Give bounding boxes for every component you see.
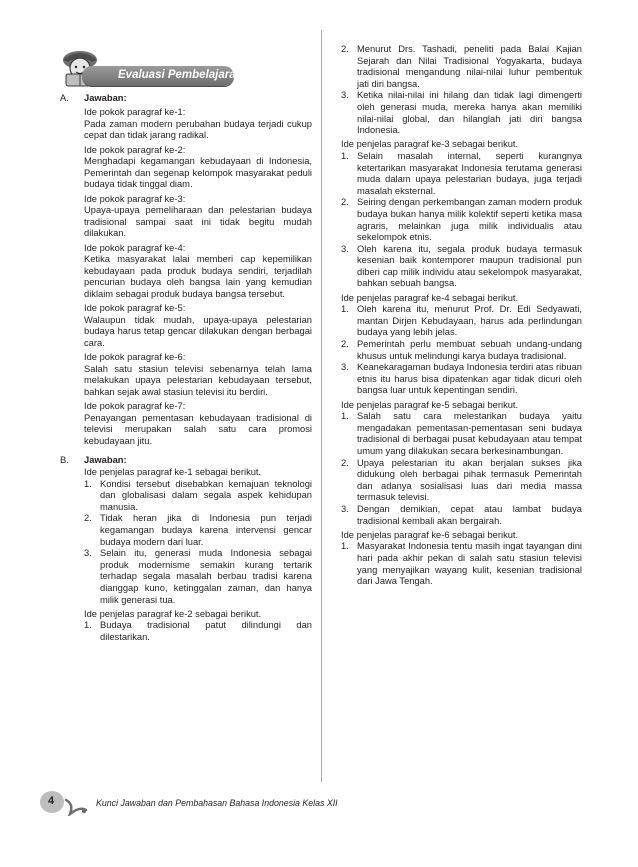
- section-b-heading: Jawaban:: [84, 455, 127, 466]
- supporting-group-title: Ide penjelas paragraf ke-6 sebagai berikut.: [341, 529, 519, 540]
- list-item-number: 2.: [341, 339, 349, 350]
- supporting-list: [341, 151, 582, 290]
- section-a-heading: Jawaban:: [84, 93, 127, 103]
- list-item-text: Budaya tradisional patut dilindungi dan dilestarikan.: [100, 620, 312, 642]
- section-b-mark: B.: [60, 455, 69, 466]
- main-idea-title: Ide pokok paragraf ke-6:: [84, 352, 186, 363]
- list-item-text: Selain masalah internal, seperti kurangnya ketertarikan masyarakat Indonesia terutama generasi muda dalam upaya pelestarian budaya, juga terjadi masalah eksternal.: [357, 150, 582, 196]
- list-item-text: Oleh karena itu, menurut Prof. Dr. Edi Sedyawati, mantan Dirjen Kebudayaan, harus ada perlindungan budaya yang lebih jelas.: [357, 304, 582, 338]
- list-item: [341, 90, 582, 136]
- list-item: [341, 339, 582, 362]
- main-idea-title: Ide pokok paragraf ke-2:: [84, 144, 186, 155]
- list-item-number: 3.: [341, 503, 349, 514]
- list-item-number: 1.: [84, 478, 92, 489]
- main-idea-title: Ide pokok paragraf ke-3:: [84, 193, 186, 204]
- list-item-text: Masyarakat Indonesia tentu masih ingat tayangan dini hari pada akhir pekan di salah satu stasiun televisi yang menyajikan wayang kulit, kesenian tradisional dari Jawa Tengah.: [357, 541, 582, 587]
- supporting-list: [341, 411, 582, 527]
- supporting-group-3: [341, 139, 582, 290]
- list-item-text: Dengan demikian, cepat atau lambat budaya tradisional kembali akan bergairah.: [357, 503, 582, 526]
- list-item-text: Keanekaragaman budaya Indonesia terdiri atas ribuan etnis itu harus bisa dipatenkan agar tidak dicuri oleh bangsa luar untuk kepentingan sendiri.: [357, 362, 582, 396]
- list-item: [84, 620, 312, 643]
- page-footer: [40, 790, 360, 822]
- supporting-list: [84, 620, 312, 643]
- list-item-number: 3.: [341, 362, 349, 373]
- main-idea-title: Ide pokok paragraf ke-1:: [84, 107, 186, 118]
- list-item: [341, 151, 582, 197]
- list-item-text: Menurut Drs. Tashadi, peneliti pada Balai Kajian Sejarah dan Nilai Tradisional Yogyakarta, budaya tradisional mengandung nilai-nilai luhur pembentuk jati diri bangsa.: [357, 44, 582, 89]
- main-idea-text: Menghadapi kegamangan kebudayaan di Indonesia, Pemerintah dan segenap kelompok masyarakat peduli budaya tidak tinggal diam.: [84, 156, 312, 190]
- list-item: [341, 411, 582, 457]
- footer-book-title: Kunci Jawaban dan Pembahasan Bahasa Indonesia Kelas XII: [96, 798, 338, 808]
- list-item-number: 2.: [341, 44, 349, 54]
- page-number: 4: [47, 795, 55, 807]
- supporting-group-5: [341, 400, 582, 528]
- list-item-number: 1.: [341, 411, 349, 422]
- main-idea-paragraph: [84, 107, 312, 142]
- supporting-group-6: [341, 530, 582, 588]
- list-item-text: Pemerintah perlu membuat sebuah undang-undang khusus untuk melindungi karya budaya tradisional.: [357, 339, 582, 361]
- list-item-number: 2.: [341, 197, 349, 208]
- list-item-text: Kondisi tersebut disebabkan kemajuan teknologi dan globalisasi dalam segala aspek kehidupan manusia.: [100, 478, 312, 512]
- list-item-number: 3.: [84, 548, 92, 559]
- main-idea-title: Ide pokok paragraf ke-4:: [84, 242, 186, 253]
- list-item-text: Selain itu, generasi muda Indonesia sebagai produk modernisme semakin kurang tertarik terhadap segala masalah berbau tradisi karena dianggap kuno, ketinggalan zaman, dan hanya milik generasi tua.: [100, 548, 312, 605]
- list-item: [341, 458, 582, 504]
- list-item-number: 3.: [341, 90, 349, 101]
- main-idea-paragraph: [84, 352, 312, 398]
- right-column: [341, 44, 582, 588]
- main-idea-text: Upaya-upaya pemeliharaan dan pelestarian budaya tradisional sampai saat ini tidak begitu mudah dilakukan.: [84, 205, 312, 239]
- supporting-list: [84, 479, 312, 607]
- left-column: [60, 93, 312, 643]
- supporting-group-title: Ide penjelas paragraf ke-5 sebagai berikut.: [341, 399, 519, 410]
- list-item-number: 1.: [341, 150, 349, 161]
- list-item: [341, 304, 582, 339]
- list-item-text: Tidak heran jika di Indonesia pun terjadi kegamangan budaya karena intervensi gencar budaya modern dari luar.: [100, 513, 312, 547]
- main-idea-text: Penayangan pementasan kebudayaan tradisional di televisi merupakan salah satu cara promosi kebudayaan jitu.: [84, 412, 312, 446]
- supporting-group-4: [341, 293, 582, 397]
- main-idea-title: Ide pokok paragraf ke-5:: [84, 303, 186, 314]
- list-item: [341, 504, 582, 527]
- banner-pill: [82, 66, 253, 86]
- section-b: [60, 455, 312, 643]
- supporting-group-title: Ide penjelas paragraf ke-4 sebagai berikut.: [341, 292, 519, 303]
- list-item-text: Upaya pelestarian itu akan berjalan sukses jika didukung oleh berbagai pihak termasuk Pemerintah dan adanya sosialisasi luas dari media massa termasuk televisi.: [357, 457, 582, 503]
- main-idea-paragraph: [84, 145, 312, 191]
- list-item-text: Seiring dengan perkembangan zaman modern produk budaya bukan hanya milik kolektif seperti ketika masa agraris, melainkan juga milik individualis atau sekelompok etnis.: [357, 197, 582, 243]
- column-divider: [321, 30, 322, 782]
- main-idea-paragraph: [84, 243, 312, 301]
- section-banner: [56, 44, 253, 94]
- supporting-group-title: Ide penjelas paragraf ke-3 sebagai berikut.: [341, 139, 519, 150]
- main-idea-paragraph: [84, 401, 312, 447]
- list-item: [341, 541, 582, 587]
- supporting-list-continued: [341, 44, 582, 137]
- main-idea-paragraph: [84, 194, 312, 240]
- section-a-mark: A.: [60, 93, 69, 103]
- list-item: [341, 197, 582, 243]
- list-item: [84, 513, 312, 548]
- supporting-group-title: Ide penjelas paragraf ke-2 sebagai berikut.: [84, 608, 262, 619]
- supporting-group-1: [84, 467, 312, 606]
- list-item-number: 2.: [341, 457, 349, 468]
- list-item-text: Oleh karena itu, segala produk budaya termasuk kesenian baik kontemporer maupun tradisional pun diberi cap milik individu atau sekelompok masyarakat, bahkan sebuah bangsa.: [357, 243, 582, 289]
- list-item-text: Salah satu cara melestarikan budaya yaitu mengadakan pementasan-pementasan seni budaya tradisional di berbagai pusat kebudayaan atau tempat umum yang dilakukan secara berkesinambungan.: [357, 411, 582, 456]
- main-idea-text: Pada zaman modern perubahan budaya terjadi cukup cepat dan tidak jarang radikal.: [84, 118, 312, 141]
- list-item-number: 1.: [84, 620, 92, 631]
- list-item-number: 1.: [341, 541, 349, 552]
- main-idea-title: Ide pokok paragraf ke-7:: [84, 401, 186, 411]
- list-item-number: 3.: [341, 243, 349, 254]
- banner-title: Evaluasi Pembelajaran 3: [118, 69, 253, 81]
- list-item-text: Ketika nilai-nilai ini hilang dan tidak lagi dimengerti oleh generasi muda, mereka hanya akan memiliki nilai-nilai global, dan hilanglah jati diri bangsa Indonesia.: [357, 90, 582, 136]
- list-item-number: 1.: [341, 304, 349, 315]
- list-item: [84, 548, 312, 606]
- list-item: [341, 362, 582, 397]
- list-item-number: 2.: [84, 513, 92, 524]
- main-idea-text: Salah satu stasiun televisi sebenarnya telah lama melakukan upaya pelestarian kebudayaan tersebut, bahkan sejak awal stasiun televisi itu berdiri.: [84, 363, 312, 397]
- main-idea-text: Walaupun tidak mudah, upaya-upaya pelestarian budaya harus tetap gencar dilakukan dengan berbagai cara.: [84, 314, 312, 348]
- supporting-list: [341, 304, 582, 397]
- list-item: [341, 244, 582, 290]
- list-item: [84, 479, 312, 514]
- supporting-group-2: [84, 609, 312, 644]
- supporting-list: [341, 541, 582, 587]
- main-idea-text: Ketika masyarakat lalai memberi cap kepemilikan kebudayaan pada produk budaya sendiri, terjadilah pencurian budaya oleh bangsa lain yang kemudian diklaim sebagai produk budaya bangsa tersebut.: [84, 254, 312, 299]
- supporting-group-title: Ide penjelas paragraf ke-1 sebagai berikut.: [84, 466, 262, 477]
- section-a: [60, 93, 312, 447]
- main-idea-paragraph: [84, 303, 312, 349]
- list-item: [341, 44, 582, 90]
